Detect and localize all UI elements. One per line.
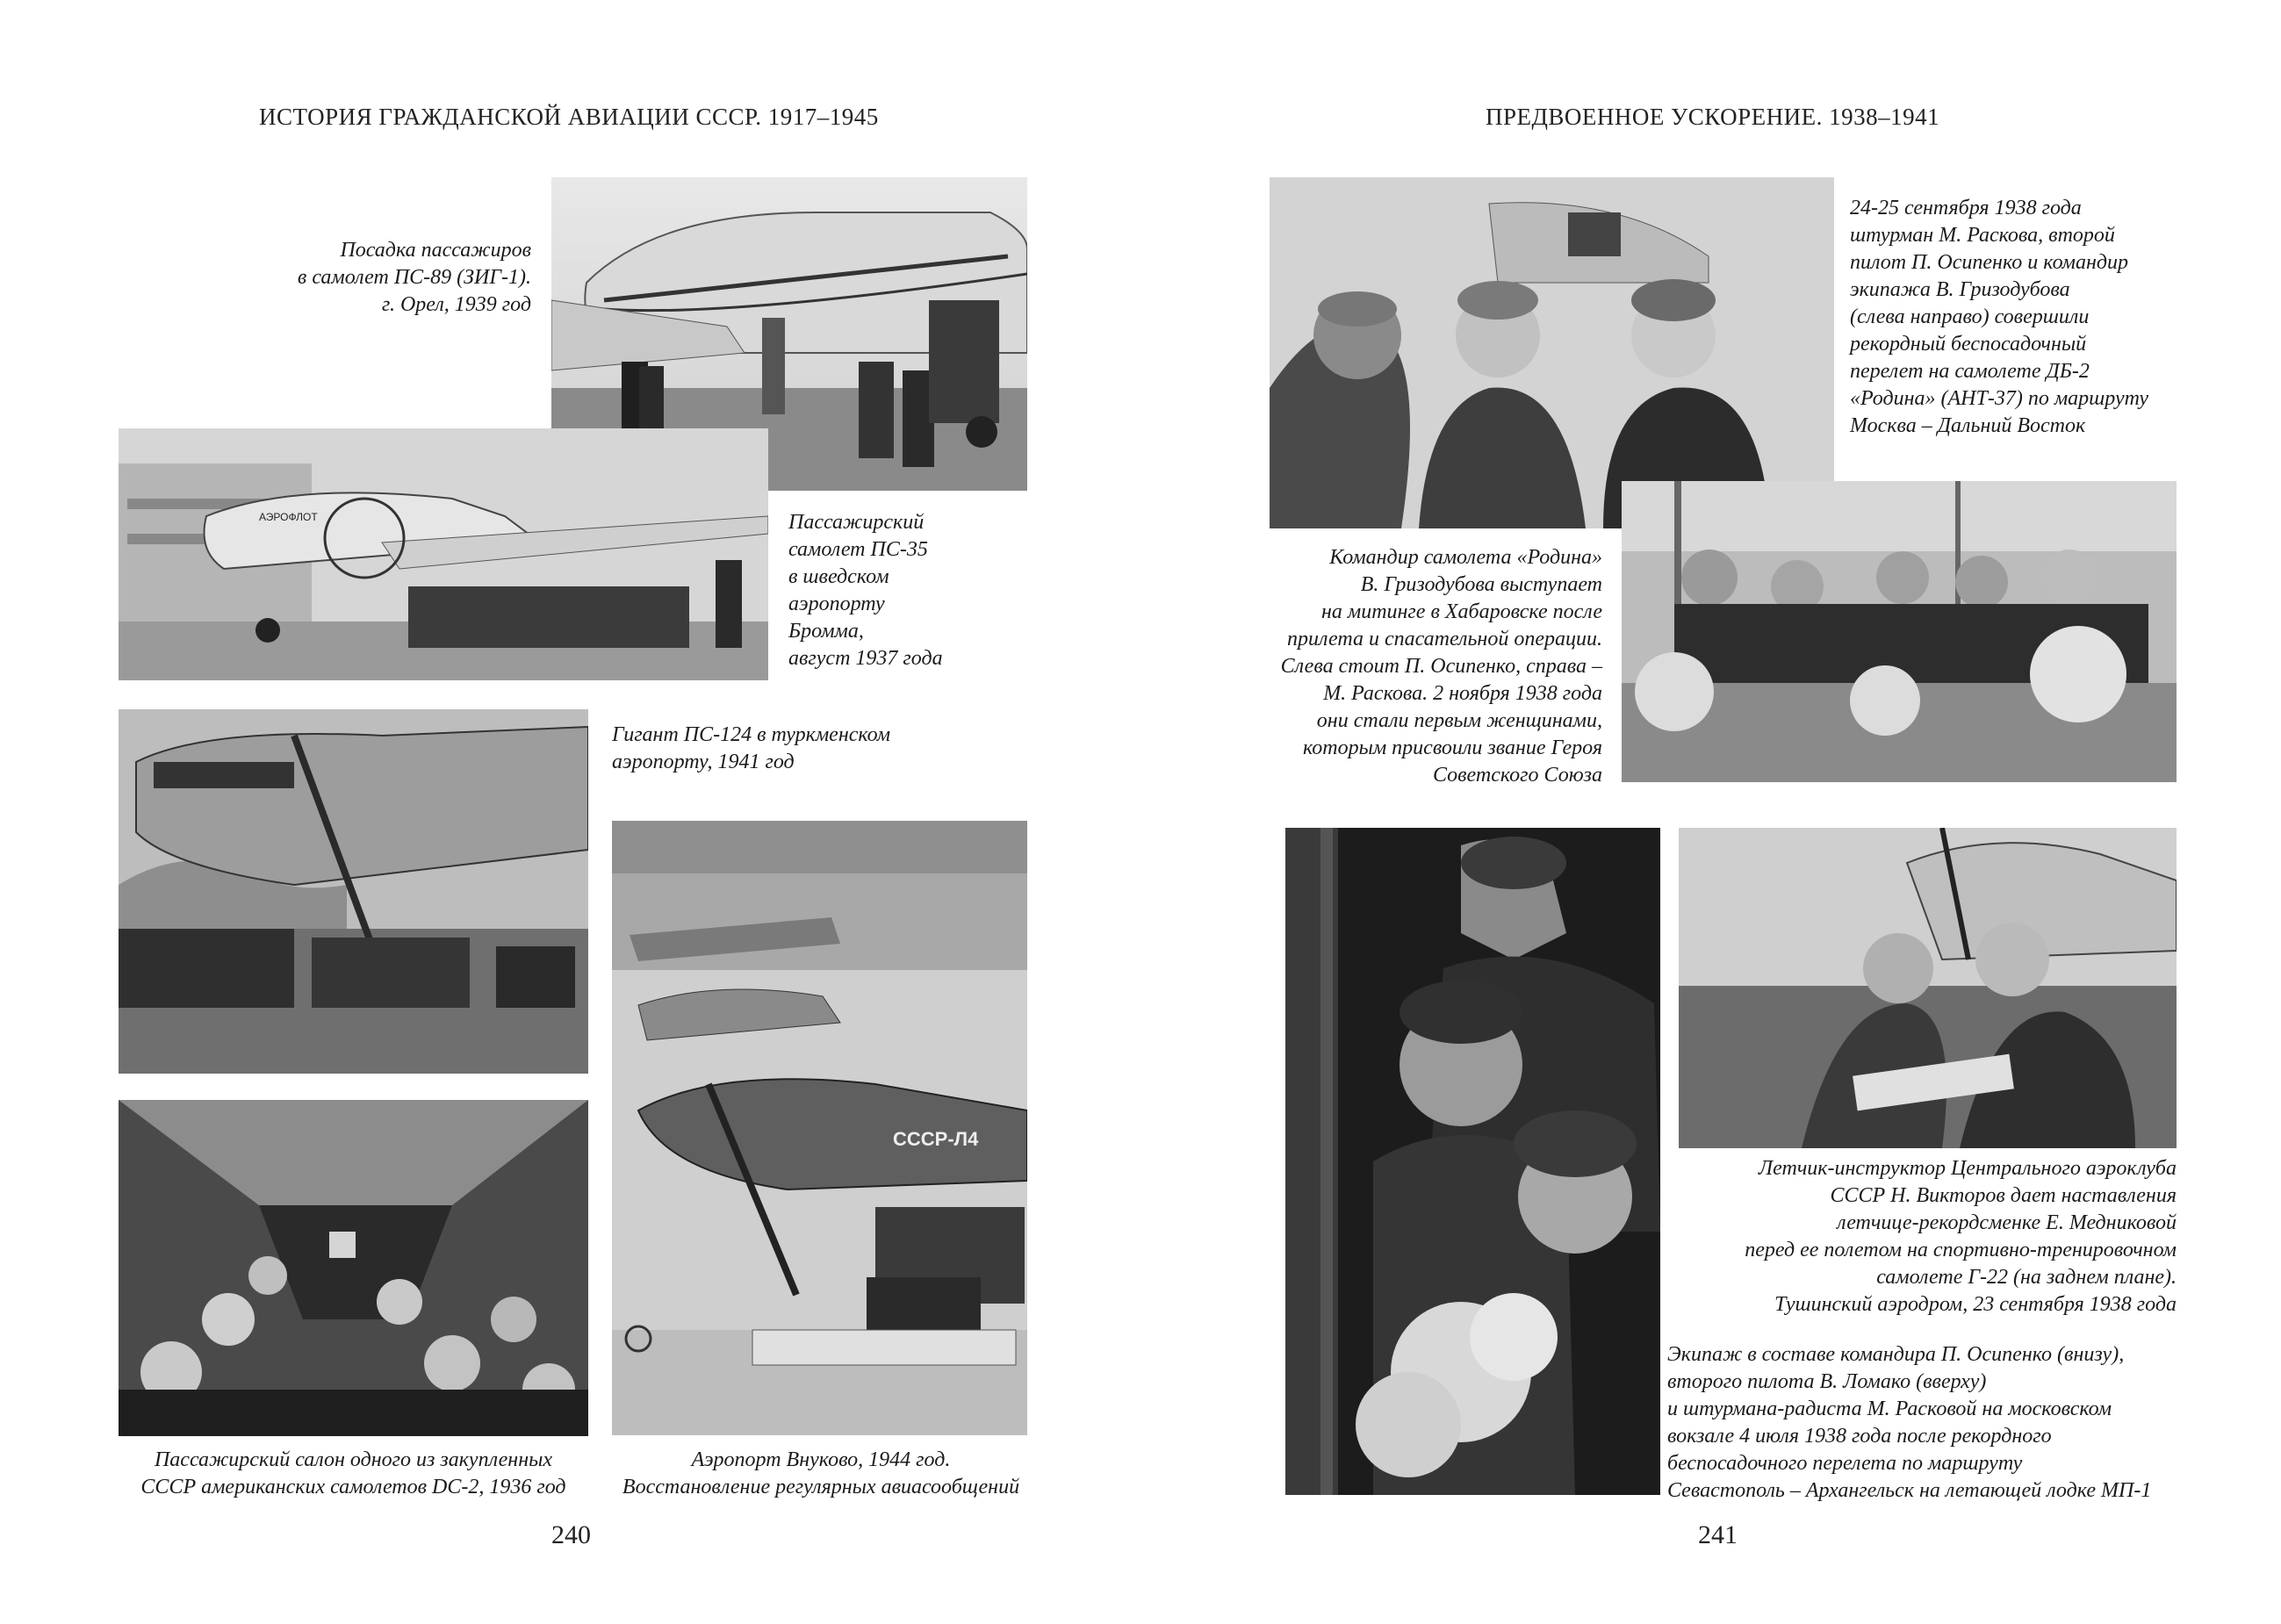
caption-viktorov — [1659, 1155, 2177, 1319]
running-head-right: ПРЕДВОЕННОЕ УСКОРЕНИЕ. 1938–1941 — [1486, 104, 1940, 130]
caption-line: Гигант ПС-124 в туркменском — [612, 723, 891, 746]
caption-line: в шведском — [788, 565, 889, 588]
caption-ps89 — [193, 237, 531, 319]
caption-line: штурман М. Раскова, второй — [1850, 224, 2115, 247]
caption-line: экипажа В. Гризодубова — [1850, 278, 2070, 301]
photo-osipenko-crew — [1285, 828, 1660, 1495]
aeroflot-label: АЭРОФЛОТ — [259, 511, 318, 523]
page-number-left: 240 — [551, 1520, 591, 1549]
caption-line: перелет на самолете ДБ-2 — [1850, 360, 2090, 383]
caption-line: перед ее полетом на спортивно-тренировочном — [1745, 1239, 2177, 1261]
caption-line: второго пилота В. Ломако (вверху) — [1667, 1370, 1987, 1393]
caption-line: пилот П. Осипенко и командир — [1850, 251, 2129, 274]
caption-line: в самолет ПС-89 (ЗИГ-1). — [297, 266, 531, 289]
photo-vnukovo — [612, 821, 1027, 1435]
caption-line: на митинге в Хабаровске после — [1320, 600, 1602, 623]
caption-line: Командир самолета «Родина» — [1329, 546, 1602, 569]
page-number-right: 241 — [1698, 1520, 1738, 1549]
caption-line: аэропорту, 1941 год — [612, 751, 795, 773]
caption-line: СССР американских самолетов DC-2, 1936 год — [140, 1476, 566, 1498]
caption-line: М. Раскова. 2 ноября 1938 года — [1323, 682, 1602, 705]
caption-line: СССР Н. Викторов дает наставления — [1830, 1184, 2177, 1207]
caption-ps124 — [612, 722, 998, 776]
caption-line: Слева стоит П. Осипенко, справа – — [1280, 655, 1602, 678]
caption-line: Пассажирский — [788, 511, 925, 534]
caption-line: Севастополь – Архангельск на летающей лодке МП-1 — [1667, 1479, 2152, 1502]
caption-line: Восстановление регулярных авиасообщений — [622, 1476, 1020, 1498]
caption-line: аэропорту — [788, 593, 885, 615]
caption-line: г. Орел, 1939 год — [381, 293, 531, 316]
running-head-left: ИСТОРИЯ ГРАЖДАНСКОЙ АВИАЦИИ СССР. 1917–1945 — [259, 104, 879, 130]
caption-line: Посадка пассажиров — [340, 239, 531, 262]
caption-line: Пассажирский салон одного из закупленных — [154, 1448, 553, 1471]
caption-line: август 1937 года — [788, 647, 943, 670]
caption-line: Бромма, — [788, 620, 864, 643]
caption-line: летчице-рекордсменке Е. Медниковой — [1837, 1211, 2177, 1234]
left-page — [0, 0, 1140, 1624]
caption-line: (слева направо) совершили — [1850, 305, 2090, 328]
caption-line: прилета и спасательной операции. — [1286, 628, 1602, 650]
caption-line: Тушинский аэродром, 23 сентября 1938 года — [1774, 1293, 2177, 1316]
caption-line: самолете Г-22 (на заднем плане). — [1876, 1266, 2177, 1289]
photo-khabarovsk-rally — [1622, 481, 2177, 782]
caption-line: Экипаж в составе командира П. Осипенко (внизу), — [1667, 1343, 2125, 1366]
caption-line: они стали первым женщинами, — [1316, 709, 1602, 732]
photo-ps124 — [119, 709, 588, 1074]
caption-line: В. Гризодубова выступает — [1360, 573, 1602, 596]
caption-line: Летчик-инструктор Центрального аэроклуба — [1758, 1157, 2177, 1180]
caption-line: «Родина» (АНТ-37) по маршруту — [1850, 387, 2148, 410]
caption-dc2 — [105, 1447, 601, 1501]
caption-line: которым присвоили звание Героя — [1302, 737, 1602, 759]
caption-line: 24-25 сентября 1938 года — [1850, 197, 2082, 219]
caption-vnukovo — [597, 1447, 1045, 1501]
caption-line: беспосадочного перелета по маршруту — [1667, 1452, 2023, 1475]
photo-ps35-bromma — [119, 428, 768, 680]
caption-line: вокзале 4 июля 1938 года после рекордного — [1667, 1425, 2052, 1448]
photo-rodina-crew — [1270, 177, 1834, 528]
caption-osipenko-crew — [1667, 1341, 2212, 1505]
right-page — [1140, 0, 2281, 1624]
caption-khabarovsk — [1263, 544, 1602, 789]
caption-line: Советского Союза — [1432, 764, 1602, 787]
caption-rodina-crew — [1850, 195, 2236, 440]
caption-line: рекордный беспосадочный — [1850, 333, 2087, 356]
photo-viktorov-instructing — [1679, 828, 2177, 1148]
caption-line: Аэропорт Внуково, 1944 год. — [691, 1448, 951, 1471]
photo-dc2-cabin — [119, 1100, 588, 1436]
caption-line: самолет ПС-35 — [788, 538, 928, 561]
caption-line: Москва – Дальний Восток — [1850, 414, 2086, 437]
caption-line: и штурмана-радиста М. Расковой на московском — [1667, 1398, 2112, 1420]
caption-ps35 — [788, 509, 1052, 672]
cccp-label: СССР-Л4 — [893, 1128, 979, 1150]
